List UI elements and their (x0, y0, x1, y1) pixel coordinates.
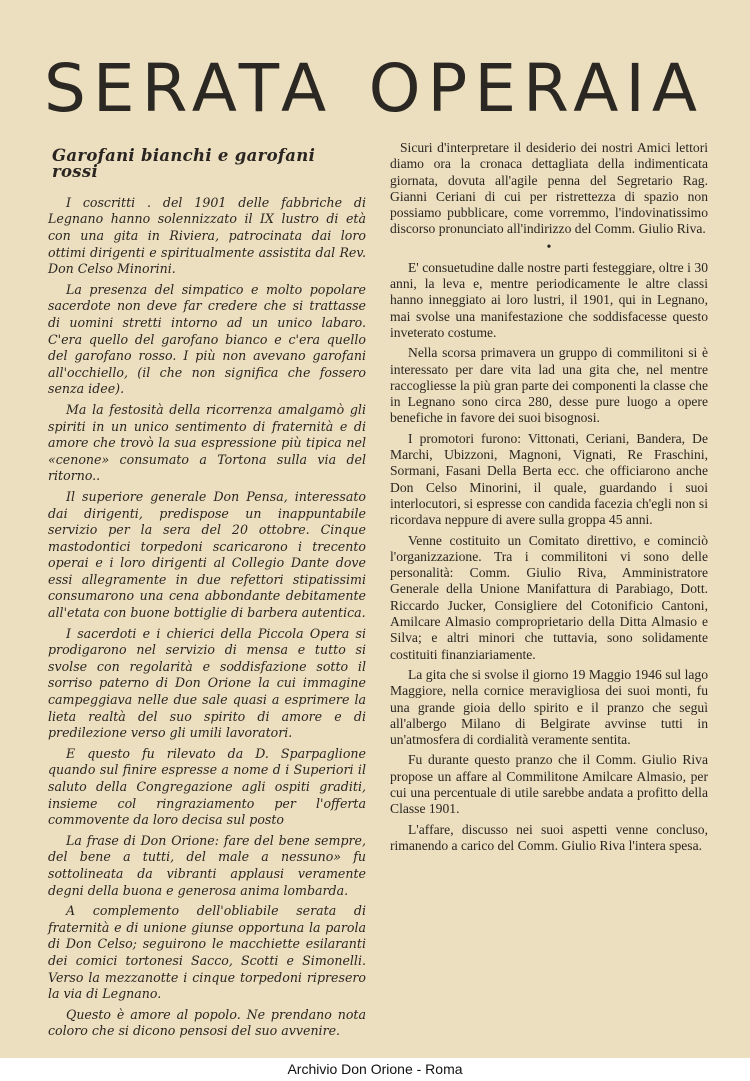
right-paragraph: I promotori furono: Vittonati, Ceriani, Bandera, De Marchi, Ubizzoni, Magnoni, Vignati, Re Fraschini, Sormani, Fasani Della Berta ecc. che officiarono anche Don Celso Minorini, il quale, guardando i suoi interlocutori, si espresse con candida facezia ch'egli non si ricordava neppure di avere sulla groppa 45 anni. (390, 430, 708, 528)
right-paragraph: Venne costituito un Comitato direttivo, e cominciò l'organizzazione. Tra i commilitoni vi sono delle personalità: Comm. Giulio Riva, Amministratore Generale della Unione Manifattura di Parabiago, Dott. Riccardo Jucker, Consigliere del Cotonificio Cantoni, Amilcare Almasio comproprietario della Ditta Almasio e Silva; e altri minori che tuttavia, sono solidamente costituiti finanziariamente. (390, 532, 708, 662)
right-paragraph: Fu durante questo pranzo che il Comm. Giulio Riva propose un affare al Commilitone Amilcare Almasio, per cui una percentuale di utile sarebbe andata a profitto della Classe 1901. (390, 752, 708, 817)
right-paragraph: E' consuetudine dalle nostre parti festeggiare, oltre i 30 anni, la leva e, mentre periodicamente le altre classi hanno inneggiato ai loro lustri, il 1901, qui in Legnano, mai svolse una manifestazione che soddisfacesse questo inveterato costume. (390, 259, 708, 340)
masthead-word-1: SERATA (44, 50, 334, 127)
left-paragraph: Il superiore generale Don Pensa, interessato dai dirigenti, predispose un inappuntabile servizio per la sera del 20 ottobre. Cinque mastodontici torpedoni scaricarono i trecento operai e i loro dirigenti al Collegio Dante dove essi allegramente in due refettori stipatissimi consumarono una cena abbondante debitamente all'etata con buone bottiglie di barbera autentica. (48, 488, 366, 621)
right-article-column (390, 140, 708, 858)
left-paragraph: La frase di Don Orione: fare del bene sempre, del bene a tutti, del male a nessuno» fu sottolineata da vibranti applausi veramente degni della buona e generosa anima lombarda. (48, 832, 366, 898)
left-paragraph: La presenza del simpatico e molto popolare sacerdote non deve far credere che si trattasse di uomini stretti intorno ad un unico labaro. C'era quello del garofano bianco e c'era quello del garofano rosso. I più non avevano garofani all'occhiello, (il che non significa che fossero senza idee). (48, 281, 366, 397)
left-article-column (48, 140, 366, 1044)
left-paragraph: I coscritti . del 1901 delle fabbriche di Legnano hanno solennizzato il IX lustro di età con una gita in Riviera, patrocinata dai loro ottimi dirigenti e spiritualmente assistita dal Rev. Don Celso Minorini. (48, 194, 366, 277)
left-paragraph: Ma la festosità della ricorrenza amalgamò gli spiriti in un unico sentimento di fraternità e di amore che trovò la sua espressione più tipica nel «cenone» consumato a Tortona sulla via del ritorno.. (48, 401, 366, 484)
left-paragraph: A complemento dell'obliabile serata di fraternità e di unione giunse opportuna la parola di Don Celso; seguirono le macchiette esilaranti dei comici tortonesi Sacco, Scotti e Simonelli. Verso la mezzanotte i cinque torpedoni ripresero la via di Legnano. (48, 903, 366, 1002)
right-intro-paragraph: Sicuri d'interpretare il desiderio dei nostri Amici lettori diamo ora la cronaca dettagliata della indimenticata giornata, dovuta all'agile penna del Segretario Rag. Gianni Ceriani di cui per ristrettezza di spazio non possiamo pubblicare, come vorremmo, l'indovinatissimo discorso pronunciato all'indirizzo del Comm. Giulio Riva. (390, 140, 708, 237)
archive-footer: Archivio Don Orione - Roma (0, 1058, 750, 1081)
section-separator: • (546, 239, 552, 255)
left-paragraph: Questo è amore al popolo. Ne prendano nota coloro che si dicono pensosi del suo avvenire. (48, 1006, 366, 1039)
masthead-title (44, 48, 704, 130)
right-paragraph: Nella scorsa primavera un gruppo di commilitoni si è interessato per dare vita lad una gita che, nel mentre raccogliesse la più gran parte dei componenti la classe che in Legnano sono circa 280, desse pure luogo a opere benefiche in favore dei suoi bisognosi. (390, 345, 708, 426)
right-paragraph: La gita che si svolse il giorno 19 Maggio 1946 sul lago Maggiore, nella cornice meravigliosa dei suoi monti, fu una grande gioia dello spirito e il pranzo che seguì all'albergo Milano di Belgirate avvinse tutti in un'atmosfera di cordialità veramente sentita. (390, 666, 708, 748)
article-subtitle: Garofani bianchi e garofani rossi (52, 146, 316, 182)
right-paragraph: L'affare, discusso nei suoi aspetti venne concluso, rimanendo a carico del Comm. Giulio Riva l'intera spesa. (390, 821, 708, 853)
left-paragraph: E questo fu rilevato da D. Sparpaglione quando sul finire espresse a nome d i Superiori il saluto della Congregazione agli ospiti graditi, insieme col ringraziamento per l'offerta commovente da loro decisa sul posto (48, 745, 366, 828)
masthead-word-2: OPERAIA (368, 50, 704, 127)
left-paragraph: I sacerdoti e i chierici della Piccola Opera si prodigarono nel servizio di mensa e tutto si svolse con regolarità e soddisfazione sotto il sorriso paterno di Don Orione la cui immagine campeggiava nelle due sale quasi a esprimere la lieta realtà del suo spirito di amore e di predilezione verso gli umili lavoratori. (48, 625, 366, 741)
